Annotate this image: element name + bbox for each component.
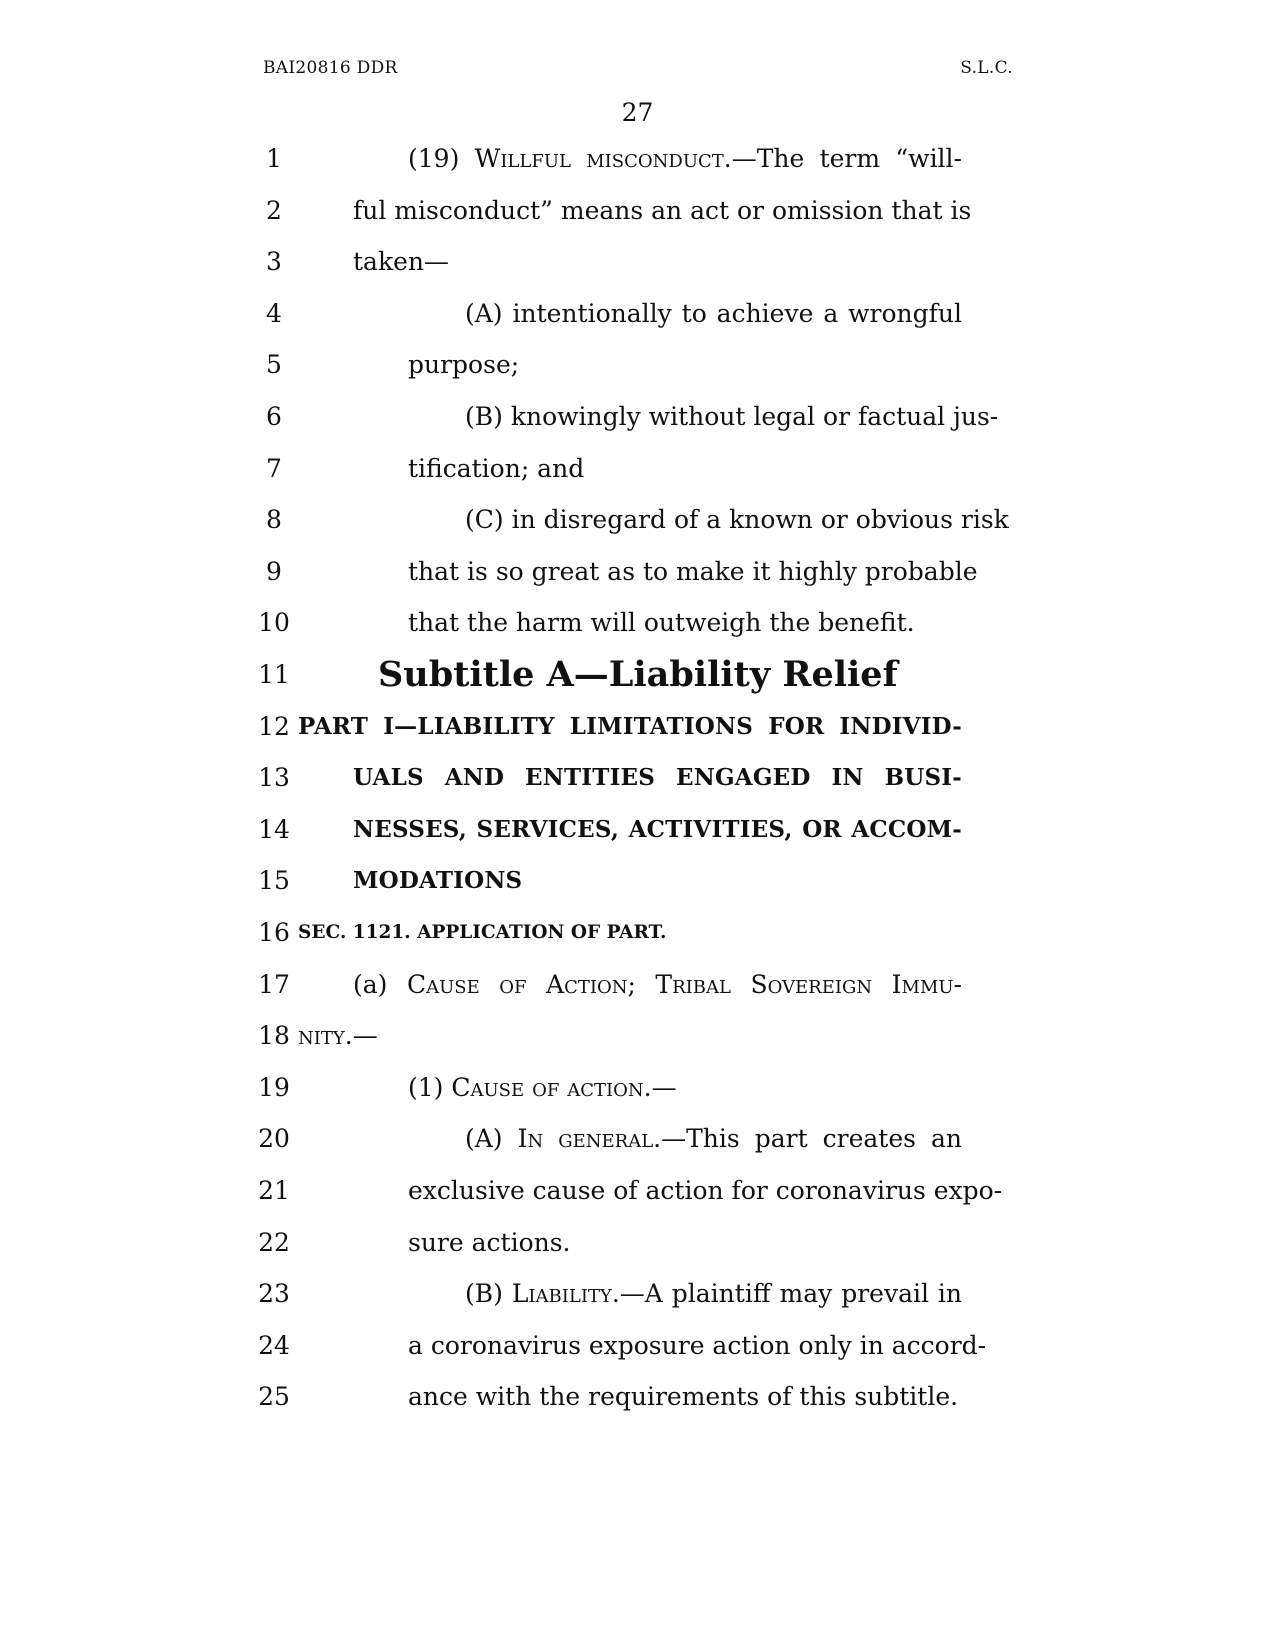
text-segment: exclusive cause of action for coronavirus expo- [408, 1176, 1003, 1205]
bill-line [0, 235, 1275, 289]
small-caps-heading: Liability [511, 1279, 612, 1309]
small-caps-heading: Willful misconduct [474, 144, 724, 173]
bill-line [0, 906, 1275, 960]
bill-line [0, 1112, 1275, 1166]
text-segment: (a) [353, 969, 407, 999]
line-text [465, 1267, 962, 1321]
line-text [408, 596, 915, 650]
text-segment: .—The term “will- [723, 144, 962, 173]
small-caps-heading: In general [517, 1124, 654, 1154]
bill-line [0, 854, 1275, 908]
bill-line [0, 958, 1275, 1012]
text-segment: .— [344, 1021, 378, 1051]
line-number: 8 [266, 505, 282, 535]
text-segment: tification; and [408, 453, 585, 483]
bill-line [0, 1216, 1275, 1270]
line-text [408, 1164, 1003, 1218]
bill-line [0, 287, 1275, 341]
line-text [408, 1319, 987, 1373]
line-number: 22 [258, 1227, 290, 1257]
line-text [378, 648, 898, 702]
bill-line [0, 184, 1275, 238]
text-segment: PART I—LIABILITY LIMITATIONS FOR INDIVID- [298, 712, 962, 740]
bill-line [0, 1370, 1275, 1424]
line-text [353, 751, 962, 805]
bill-line [0, 803, 1275, 857]
text-segment: MODATIONS [353, 867, 523, 895]
bill-line [0, 1061, 1275, 1115]
small-caps-heading: nity [298, 1021, 345, 1051]
line-number: 24 [258, 1330, 290, 1360]
line-text [353, 958, 962, 1012]
bill-line [0, 1319, 1275, 1373]
text-segment: Subtitle A—Liability Relief [378, 654, 898, 695]
line-number: 5 [266, 350, 282, 380]
line-text [353, 803, 962, 857]
line-text [408, 338, 519, 392]
line-number: 16 [258, 918, 290, 947]
small-caps-heading: Cause of Action; Tribal Sovereign Immu- [406, 969, 962, 999]
text-segment: NESSES, SERVICES, ACTIVITIES, OR ACCOM- [353, 815, 962, 843]
line-number: 4 [266, 298, 282, 328]
line-number: 15 [258, 866, 290, 896]
text-segment: SEC. 1121. APPLICATION OF PART. [298, 922, 667, 943]
document-id: BAI20816 DDR [263, 58, 398, 78]
line-number: 14 [258, 814, 290, 844]
text-segment: sure actions. [408, 1227, 571, 1257]
line-text [298, 1009, 378, 1063]
line-text [408, 132, 962, 186]
text-segment: that the harm will outweigh the benefit. [408, 608, 915, 638]
line-number: 10 [258, 608, 290, 638]
line-text [408, 545, 978, 599]
text-segment: purpose; [408, 350, 520, 380]
bill-line [0, 751, 1275, 805]
text-segment: taken— [353, 247, 449, 277]
line-text [353, 184, 972, 238]
line-text [465, 493, 1009, 547]
bill-line [0, 390, 1275, 444]
small-caps-heading: Cause of action [451, 1072, 644, 1102]
text-segment: (A) intentionally to achieve a wrongful [465, 298, 962, 328]
text-segment: (19) [408, 144, 475, 173]
line-number: 12 [258, 711, 290, 741]
line-number: 13 [258, 763, 290, 793]
bill-line [0, 338, 1275, 392]
line-text [353, 235, 449, 289]
document-code: S.L.C. [960, 58, 1013, 78]
line-number: 2 [266, 195, 282, 225]
bill-line [0, 1009, 1275, 1063]
line-text [465, 1112, 962, 1166]
text-segment: (B) [465, 1279, 512, 1309]
text-segment: a coronavirus exposure action only in accord- [408, 1330, 987, 1360]
text-segment: (C) in disregard of a known or obvious risk [465, 505, 1009, 535]
line-number: 19 [258, 1072, 290, 1102]
bill-line [0, 1164, 1275, 1218]
line-number: 23 [258, 1279, 290, 1309]
bill-line [0, 648, 1275, 702]
text-segment: ance with the requirements of this subtitle. [408, 1382, 959, 1412]
bill-line [0, 493, 1275, 547]
text-segment: ful misconduct” means an act or omission that is [353, 195, 972, 225]
line-text [408, 442, 584, 496]
text-segment: (B) knowingly without legal or factual jus- [465, 402, 999, 431]
text-segment: .—A plaintiff may prevail in [611, 1279, 962, 1309]
page-number: 27 [621, 98, 654, 127]
bill-line [0, 700, 1275, 754]
text-segment: .—This part creates an [653, 1124, 962, 1154]
line-number: 25 [258, 1382, 290, 1412]
line-number: 3 [266, 247, 282, 277]
line-text [408, 1216, 571, 1270]
line-number: 18 [258, 1021, 290, 1051]
line-text [298, 700, 962, 754]
bill-line [0, 442, 1275, 496]
bill-line [0, 596, 1275, 650]
text-segment: UALS AND ENTITIES ENGAGED IN BUSI- [353, 764, 962, 792]
bill-line [0, 545, 1275, 599]
line-text [408, 1061, 677, 1115]
line-text [298, 906, 666, 960]
line-number: 11 [258, 660, 290, 689]
line-number: 21 [258, 1176, 290, 1205]
text-segment: (1) [408, 1072, 452, 1102]
line-text [353, 854, 522, 908]
line-number: 7 [266, 453, 282, 483]
line-text [465, 390, 999, 444]
line-number: 9 [266, 556, 282, 586]
bill-line [0, 132, 1275, 186]
line-text [465, 287, 962, 341]
line-text [408, 1370, 958, 1424]
line-number: 1 [266, 144, 282, 173]
text-segment: that is so great as to make it highly probable [408, 556, 978, 586]
text-segment: (A) [465, 1124, 518, 1154]
line-number: 17 [258, 969, 290, 999]
line-number: 6 [266, 402, 282, 431]
line-number: 20 [258, 1124, 290, 1154]
bill-line [0, 1267, 1275, 1321]
text-segment: .— [643, 1072, 677, 1102]
